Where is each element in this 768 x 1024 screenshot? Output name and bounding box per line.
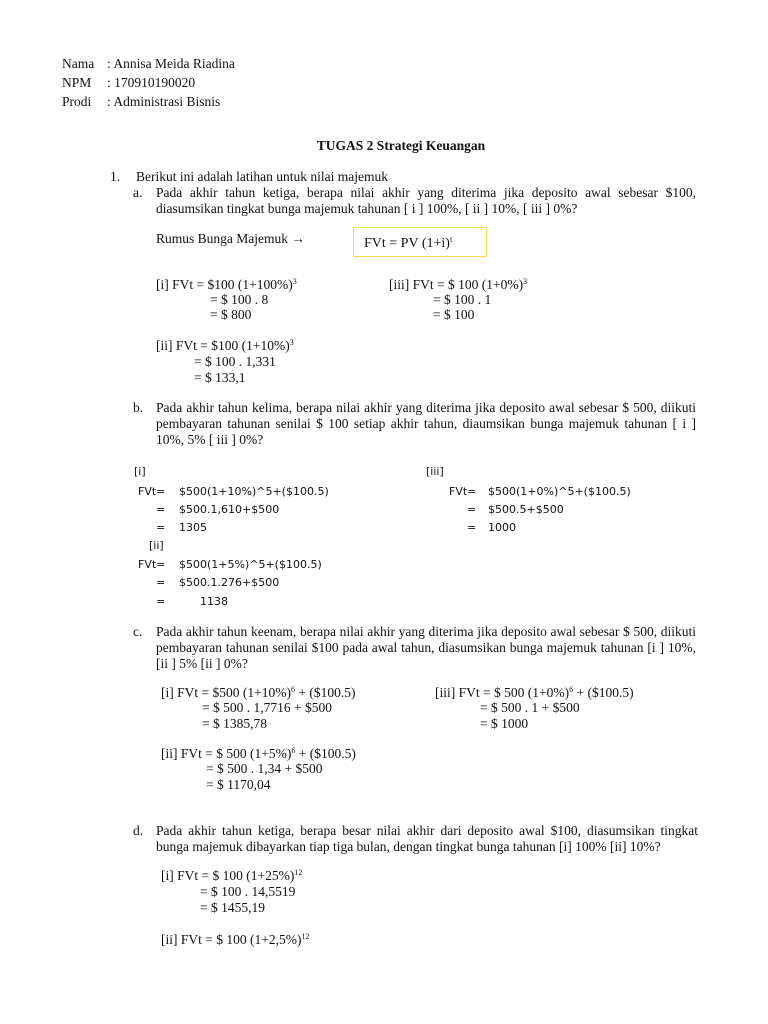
part-a-i-line2: = $ 100 . 8 <box>210 292 269 307</box>
part-a-question: Pada akhir tahun ketiga, berapa nilai akhir yang diterima jika deposito awal sebesar $100, diasumsikan tingkat bunga majemuk tahunan [ i ] 100%, [ ii ] 10%, [ iii ] 0%? <box>156 185 696 216</box>
part-c-i-line3: = $ 1385,78 <box>202 716 267 731</box>
part-b-i-eq2: = <box>156 503 166 516</box>
part-b-ii-label: [ii] <box>149 539 164 552</box>
formula-box <box>353 227 487 257</box>
part-b-i-line2: $500.1,610+$500 <box>179 503 280 516</box>
part-a-iii-line3: = $ 100 <box>433 307 475 322</box>
prodi-value: : Administrasi Bisnis <box>107 94 221 109</box>
part-d-i-line3: = $ 1455,19 <box>200 900 265 915</box>
part-b-iii-eq2: = <box>467 503 477 516</box>
part-b-iii-eq3: = <box>467 521 477 534</box>
part-a-i-line3: = $ 800 <box>210 307 252 322</box>
part-a-letter: a. <box>133 185 143 200</box>
part-c-ii-line1: [ii] FVt = $ 500 $(1+5\%)^6$ + ($100.5) <box>161 746 356 761</box>
part-d-i-line1: [i] FVt = $ 100 $(1+25\%)^{12}$ <box>161 868 303 883</box>
part-b-i-line3: 1305 <box>179 521 207 534</box>
part-b-letter: b. <box>133 400 144 415</box>
part-b-ii-eq2: = <box>156 576 166 589</box>
part-c-i-line1: [i] FVt = $500 $(1+10\%)^6$ + ($100.5) <box>161 685 356 700</box>
part-c-question: Pada akhir tahun keenam, berapa nilai akhir yang diterima jika deposito awal sebesar $ 500, diikuti pembayaran tahunan senilai $100 pada awal tahun, diasumsikan bunga majemuk tahunan [i ] 10%, [ii ] 5% [ii ] 0%? <box>156 624 696 671</box>
part-c-ii-line3: = $ 1170,04 <box>206 777 271 792</box>
part-b-i-line1: $500(1+10%)^5+($100.5) <box>179 485 329 498</box>
part-b-iii-line2: $500.5+$500 <box>488 503 564 516</box>
part-b-iii-fvt: FVt= <box>449 485 477 498</box>
part-d-letter: d. <box>133 823 144 838</box>
part-b-ii-line2: $500.1.276+$500 <box>179 576 280 589</box>
part-c-iii-line2: = $ 500 . 1 + $500 <box>480 700 580 715</box>
name-value: : Annisa Meida Riadina <box>107 56 235 71</box>
part-b-iii-line3: 1000 <box>488 521 516 534</box>
part-b-ii-eq3: = <box>156 595 166 608</box>
part-c-i-line2: = $ 500 . 1,7716 + $500 <box>202 700 332 715</box>
part-b-ii-line3: 1138 <box>200 595 228 608</box>
part-b-i-eq3: = <box>156 521 166 534</box>
question-number: 1. <box>110 169 121 184</box>
question-intro: Berikut ini adalah latihan untuk nilai majemuk <box>136 169 388 184</box>
part-c-letter: c. <box>133 624 143 639</box>
prodi-label: Prodi <box>62 94 92 109</box>
npm-label: NPM <box>62 75 92 90</box>
part-a-ii-line3: = $ 133,1 <box>194 370 246 385</box>
part-b-iii-line1: $500(1+0%)^5+($100.5) <box>488 485 631 498</box>
part-b-i-label: [i] <box>134 465 146 478</box>
part-d-question: Pada akhir tahun ketiga, berapa besar nilai akhir dari deposito awal $100, diasumsikan tingkat bunga majemuk dibayarkan tiap tiga bulan, dengan tingkat bunga tahunan [i] 100% [ii] 10%? <box>156 823 698 854</box>
part-c-iii-line1: [iii] FVt = $ 500 $(1+0\%)^6$ + ($100.5) <box>435 685 634 700</box>
part-c-ii-line2: = $ 500 . 1,34 + $500 <box>206 761 323 776</box>
formula-text: FVt = PV (1+i) <box>364 236 450 251</box>
formula-label: Rumus Bunga Majemuk → <box>156 231 305 246</box>
part-a-i-line1: [i] FVt = $100 $(1+100\%)^3$ <box>156 277 297 292</box>
document-title: TUGAS 2 Strategi Keuangan <box>316 138 486 153</box>
part-b-i-fvt: FVt= <box>138 485 166 498</box>
name-label: Nama <box>62 56 95 71</box>
part-b-question: Pada akhir tahun kelima, berapa nilai akhir yang diterima jika deposito awal sebesar $ 500, diikuti pembayaran tahunan senilai $ 100 setiap akhir tahun, diaumsikan bunga majemuk tahunan [ i ] 10%, 5% [ iii ] 0%? <box>156 400 696 447</box>
npm-value: : 170910190020 <box>107 75 196 90</box>
part-c-iii-line3: = $ 1000 <box>480 716 529 731</box>
part-b-iii-label: [iii] <box>426 465 444 478</box>
part-d-ii-line1: [ii] FVt = $ 100 $(1+2,5\%)^{12}$ <box>161 932 310 947</box>
formula-exponent: t <box>449 235 453 244</box>
part-a-iii-line1: [iii] FVt = $ 100 $(1+0\%)^3$ <box>389 277 528 292</box>
part-b-ii-line1: $500(1+5%)^5+($100.5) <box>179 558 322 571</box>
part-a-ii-line1: [ii] FVt = $100 $(1+10\%)^3$ <box>156 338 294 353</box>
part-a-iii-line2: = $ 100 . 1 <box>433 292 492 307</box>
part-a-ii-line2: = $ 100 . 1,331 <box>194 354 276 369</box>
part-d-i-line2: = $ 100 . 14,5519 <box>200 884 296 899</box>
part-b-ii-fvt: FVt= <box>138 558 166 571</box>
